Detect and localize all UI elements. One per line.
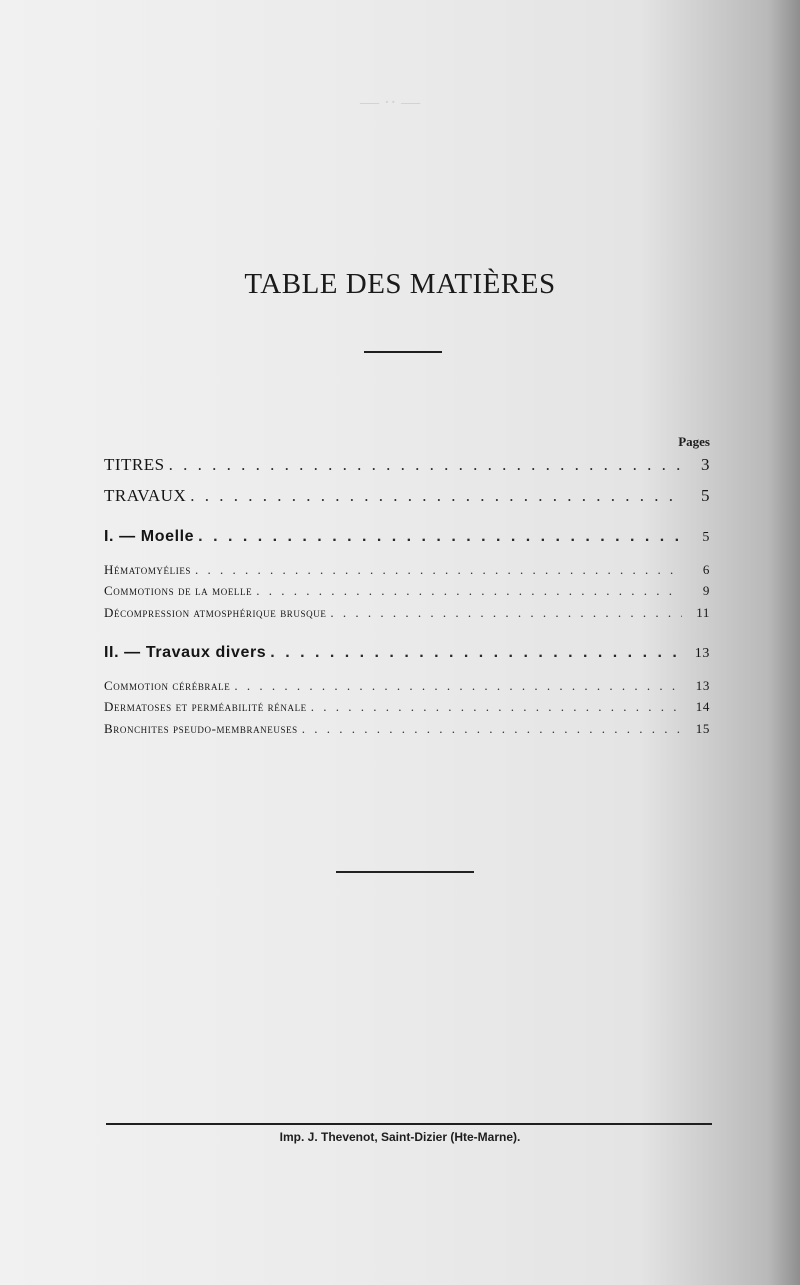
leader-dots [252,583,682,599]
toc-section-moelle[interactable] [104,528,710,546]
leader-dots [191,562,682,578]
toc-entry-page: 6 [702,562,710,577]
leader-dots [298,721,682,737]
footer-rule [106,1123,712,1125]
page-title: TABLE DES MATIÈRES [244,268,556,300]
closing-rule [336,871,474,873]
toc-entry-label: Bronchites pseudo-membraneuses [104,721,298,736]
leader-dots [307,699,682,715]
toc-entry-page: 14 [695,699,710,714]
toc-entry-label: II. — Travaux divers [104,644,267,661]
toc-entry-bronchites[interactable] [104,721,710,737]
toc-entry-label: TRAVAUX [104,486,187,505]
leader-dots [326,605,682,621]
toc-entry-commotion-cerebrale[interactable] [104,678,710,694]
toc-entry-travaux[interactable] [104,486,710,506]
toc-entry-hematomyelies[interactable] [104,562,710,578]
toc-section-travaux-divers[interactable] [104,644,710,662]
pages-column-label: Pages [678,434,710,449]
leader-dots [165,455,682,475]
toc-entry-label: Commotion cérébrale [104,678,231,693]
leader-dots [266,644,682,662]
title-underline [364,351,442,353]
toc-entry-page: 5 [701,486,710,505]
toc-entry-label: Décompression atmosphérique brusque [104,605,327,620]
toc-entry-decompression[interactable] [104,605,710,621]
toc-entry-label: Hématomyélies [104,562,192,577]
toc-entry-page: 15 [695,721,710,736]
toc-entry-label: TITRES [104,455,165,474]
toc-entry-page: 11 [696,605,710,620]
toc-entry-commotions-moelle[interactable] [104,583,710,599]
toc-entry-label: Commotions de la moelle [104,583,253,598]
bleed-through-marks: — ·· — [360,92,421,113]
toc-entry-page: 3 [701,455,710,474]
toc-entry-page: 13 [694,646,710,661]
toc-entry-dermatoses[interactable] [104,699,710,715]
toc-entry-page: 9 [702,583,710,598]
leader-dots [186,486,682,506]
toc-entry-label: I. — Moelle [104,528,195,545]
toc-entry-label: Dermatoses et perméabilité rénale [104,699,307,714]
leader-dots [194,528,682,546]
toc-entry-page: 13 [695,678,710,693]
printer-imprint: Imp. J. Thevenot, Saint-Dizier (Hte-Marne). [279,1130,521,1144]
toc-entry-page: 5 [702,530,710,545]
toc-entry-titres[interactable] [104,455,710,475]
leader-dots [230,678,682,694]
